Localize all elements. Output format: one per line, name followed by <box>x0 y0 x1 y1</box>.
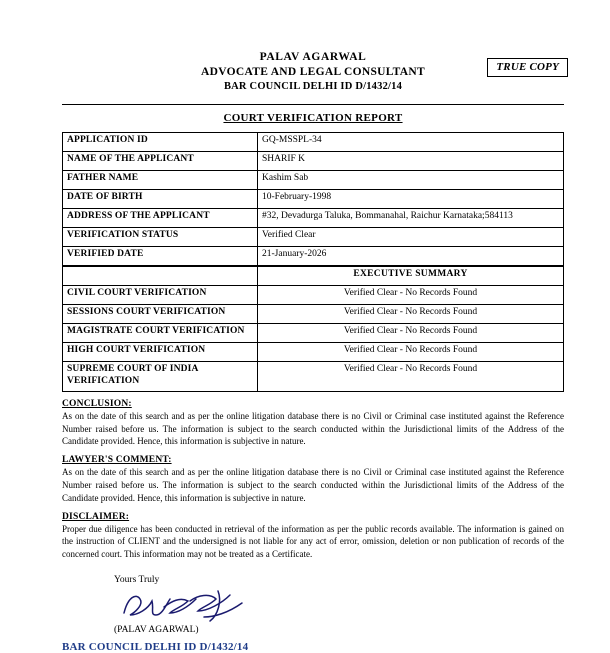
signature-block <box>114 585 564 625</box>
footer-bar-council-id: BAR COUNCIL DELHI ID D/1432/14 <box>62 640 249 653</box>
bar-council-id: BAR COUNCIL DELHI ID D/1432/14 <box>223 81 403 93</box>
table-row <box>63 152 564 171</box>
exec-row-label: HIGH COURT VERIFICATION <box>63 343 258 362</box>
detail-value: GQ-MSSPL-34 <box>258 133 564 152</box>
table-row <box>63 228 564 247</box>
detail-label: VERIFICATION STATUS <box>63 228 258 247</box>
table-row <box>63 343 564 362</box>
detail-value: #32, Devadurga Taluka, Bommanahal, Raichur Karnataka;584113 <box>258 209 564 228</box>
lawyers-comment-title: LAWYER'S COMMENT: <box>62 455 172 466</box>
detail-value: 21-January-2026 <box>258 247 564 266</box>
detail-label: ADDRESS OF THE APPLICANT <box>63 209 258 228</box>
detail-label: VERIFIED DATE <box>63 247 258 266</box>
exec-row-value: Verified Clear - No Records Found <box>258 362 564 392</box>
table-row <box>63 209 564 228</box>
conclusion-title: CONCLUSION: <box>62 398 132 409</box>
detail-label: FATHER NAME <box>63 171 258 190</box>
disclaimer-section <box>62 512 564 561</box>
advocate-name: PALAV AGARWAL <box>259 51 367 63</box>
table-row <box>63 247 564 266</box>
detail-value: Kashim Sab <box>258 171 564 190</box>
exec-row-label: CIVIL COURT VERIFICATION <box>63 286 258 305</box>
handwritten-signature-icon <box>118 587 258 627</box>
detail-value: 10-February-1998 <box>258 190 564 209</box>
exec-row-value: Verified Clear - No Records Found <box>258 286 564 305</box>
disclaimer-body: Proper due diligence has been conducted in retrieval of the information as per the public records available. The information is gained on the instruction of CLIENT and the undersigned is not liable for any act of error, omission, deletion or non publication of records of the concerned court. This information may not be treated as a Certificate. <box>62 523 564 560</box>
executive-summary-table <box>62 266 564 392</box>
header-divider <box>62 104 564 105</box>
conclusion-body: As on the date of this search and as per the online litigation database there is no Civil or Criminal case instituted against the Reference Number raised before us. The information is subject to the search conducted within the Jurisdictional limits of the Address of the Candidate provided. Hence, this information is subjective in nature. <box>62 410 564 447</box>
exec-summary-heading: EXECUTIVE SUMMARY <box>258 267 564 286</box>
table-row <box>63 190 564 209</box>
detail-value: SHARIF K <box>258 152 564 171</box>
table-row <box>63 362 564 392</box>
exec-row-value: Verified Clear - No Records Found <box>258 305 564 324</box>
disclaimer-title: DISCLAIMER: <box>62 511 130 522</box>
lawyers-comment-body: As on the date of this search and as per the online litigation database there is no Civil or Criminal case instituted against the Reference Number raised before us. The information is subject to the search conducted within the Jurisdictional limits of the Address of the Candidate provided. Hence, this information is subjective in nature. <box>62 467 564 503</box>
table-row <box>63 324 564 343</box>
page-title: COURT VERIFICATION REPORT <box>223 112 403 125</box>
table-header-row <box>63 267 564 286</box>
exec-summary-spacer <box>63 267 258 286</box>
applicant-details-table <box>62 132 564 266</box>
detail-label: NAME OF THE APPLICANT <box>63 152 258 171</box>
salutation: Yours Truly <box>114 574 160 585</box>
signatory-name: (PALAV AGARWAL) <box>114 624 199 635</box>
exec-row-label: SESSIONS COURT VERIFICATION <box>63 305 258 324</box>
detail-label: DATE OF BIRTH <box>63 190 258 209</box>
detail-value: Verified Clear <box>258 228 564 247</box>
table-row <box>63 305 564 324</box>
advocate-designation: ADVOCATE AND LEGAL CONSULTANT <box>201 66 425 79</box>
table-row <box>63 171 564 190</box>
exec-row-label: MAGISTRATE COURT VERIFICATION <box>63 324 258 343</box>
detail-label: APPLICATION ID <box>63 133 258 152</box>
conclusion-section <box>62 399 564 448</box>
exec-row-label: SUPREME COURT OF INDIA VERIFICATION <box>63 362 258 392</box>
lawyers-comment-section <box>62 455 564 504</box>
true-copy-stamp: TRUE COPY <box>487 58 568 77</box>
exec-row-value: Verified Clear - No Records Found <box>258 343 564 362</box>
table-row <box>63 286 564 305</box>
table-row <box>63 133 564 152</box>
exec-row-value: Verified Clear - No Records Found <box>258 324 564 343</box>
